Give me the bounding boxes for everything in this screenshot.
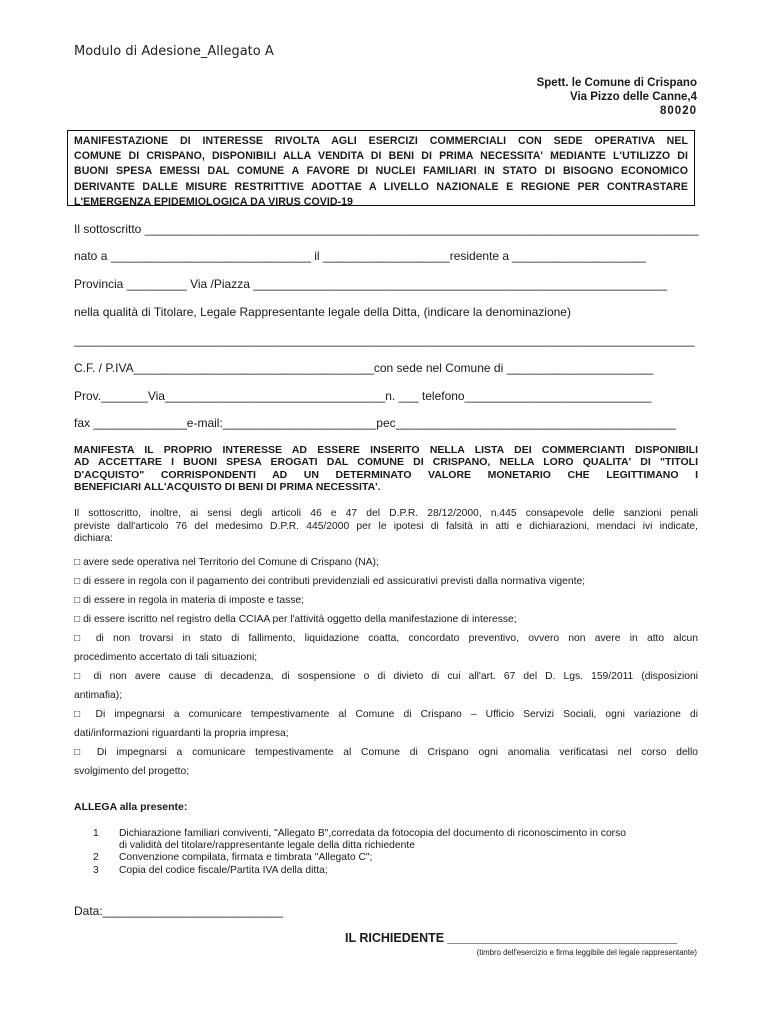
prov-via-field[interactable]: Prov._______Via_________________________________n. ___ telefono____________________________ [74, 389, 652, 403]
list-text: Copia del codice fiscale/Partita IVA della ditta; [119, 864, 328, 876]
declaration-sede[interactable]: □ avere sede operativa nel Territorio del Comune di Crispano (NA); [74, 557, 379, 568]
title-line: L'EMERGENZA EPIDEMIOLOGICA DA VIRUS COVID-19 [74, 195, 354, 208]
signature-field[interactable]: IL RICHIEDENTE _________________________________ [345, 931, 677, 945]
list-item [93, 828, 698, 852]
title-line: MANIFESTAZIONE DI INTERESSE RIVOLTA AGLI ESERCIZI COMMERCIALI CON SEDE OPERATIVA NEL [74, 135, 688, 147]
cf-piva-field[interactable]: C.F. / P.IVA____________________________________con sede nel Comune di ______________________ [74, 361, 654, 375]
declaration-cciaa[interactable]: □ di essere iscritto nel registro della CCIAA per l'attività oggetto della manifestazione di interesse; [74, 614, 517, 625]
declaration-contributi[interactable]: □ di essere in regola con il pagamento dei contributi previdenziali ed assicurativi previsti dalla normativa vigente; [74, 576, 586, 587]
manifesta-line: AD ACCETTARE I BUONI SPESA EROGATI DAL COMUNE DI CRISPANO, NELLA LORO QUALITA' DI "TITOLI [74, 456, 698, 469]
list-text: di validità del titolare/rappresentante legale della ditta richiedente [119, 840, 415, 852]
manifesta-line: MANIFESTA IL PROPRIO INTERESSE AD ESSERE INSERITO NELLA LISTA DEI COMMERCIANTI DISPONIBILI [74, 444, 698, 456]
dichiara-line: dichiara: [74, 533, 113, 545]
declaration-fallimento[interactable]: □ di non trovarsi in stato di fallimento, liquidazione coatta, concordato preventivo, ovvero non avere in atto alcun [74, 633, 698, 644]
sottoscritto-field[interactable]: Il sottoscritto ___________________________________________________________________________________ [74, 222, 699, 236]
manifesta-paragraph [74, 444, 698, 494]
list-text: Convenzione compilata, firmata e timbrata "Allegato C"; [119, 852, 373, 864]
allega-title: ALLEGA alla presente: [74, 801, 188, 813]
declaration-fallimento-cont: procedimento accertato di tali situazioni; [74, 652, 258, 663]
manifesta-line: BENEFICIARI ALL'ACQUISTO DI BENI DI PRIMA NECESSITA'. [74, 481, 381, 494]
provincia-field[interactable]: Provincia _________ Via /Piazza ______________________________________________________________ [74, 277, 668, 291]
form-title: Modulo di Adesione_Allegato A [74, 44, 274, 59]
date-field[interactable]: Data:___________________________ [74, 904, 283, 918]
title-box [67, 130, 695, 206]
list-number: 3 [93, 864, 99, 876]
dichiara-line: Il sottoscritto, inoltre, ai sensi degli articoli 46 e 47 del D.P.R. 28/12/2000, n.445 consapevole delle sanzioni penali [74, 508, 698, 519]
title-line: BUONI SPESA EMESSI DAL COMUNE A FAVORE DI NUCLEI FAMILIARI IN STATO DI BISOGNO ECONOMICO [74, 165, 688, 178]
list-number: 2 [93, 852, 99, 864]
declaration-anomalie[interactable]: □ Di impegnarsi a comunicare tempestivamente al Comune di Crispano ogni anomalia verificatasi nel corso dello [74, 747, 698, 758]
list-item [93, 852, 698, 864]
declaration-variazioni-cont: dati/informazioni riguardanti la propria impresa; [74, 728, 289, 739]
title-line: DERIVANTE DALLE MISURE RESTRITTIVE ADOTTAE A LIVELLO NAZIONALE E REGIONE PER CONTRASTARE [74, 180, 688, 193]
list-number: 1 [93, 828, 99, 839]
allega-list [93, 828, 698, 877]
list-item [93, 865, 698, 877]
title-line: COMUNE DI CRISPANO, DISPONIBILI ALLA VENDITA DI BENI DI PRIMA NECESSITA' MEDIANTE L'UTILIZZO DI [74, 150, 688, 163]
declaration-imposte[interactable]: □ di essere in regola in materia di imposte e tasse; [74, 595, 305, 606]
manifesta-line: D'ACQUISTO" CORRISPONDENTI AD UN DETERMINATO VALORE MONETARIO CHE LEGITTIMANO I [74, 468, 698, 481]
dichiara-intro [74, 508, 698, 546]
signature-note: (timbro dell'esercizio e firma leggibile del legale rappresentante) [476, 948, 697, 957]
recipient-line-3: 80020 [660, 105, 697, 117]
fax-email-pec-field[interactable]: fax ______________e-mail:_______________________pec__________________________________________ [74, 416, 676, 430]
dichiara-line: previste dall'articolo 76 del medesimo D.P.R. 445/2000 per le ipotesi di falsità in atti e dichiarazioni, mendaci ivi indicate, [74, 520, 698, 532]
declaration-antimafia[interactable]: □ di non avere cause di decadenza, di sospensione o di divieto di cui all'art. 67 del D. Lgs. 159/2011 (disposizioni [74, 671, 698, 682]
recipient-line-2: Via Pizzo delle Canne,4 [570, 91, 697, 103]
declaration-variazioni[interactable]: □ Di impegnarsi a comunicare tempestivamente al Comune di Crispano – Ufficio Servizi Sociali, ogni variazione di [74, 709, 698, 720]
recipient-line-1: Spett. le Comune di Crispano [536, 77, 697, 89]
declaration-anomalie-cont: svolgimento del progetto; [74, 766, 190, 777]
list-text: Dichiarazione familiari conviventi, "Allegato B",corredata da fotocopia del documento di riconoscimento in corso [119, 828, 626, 839]
declaration-antimafia-cont: antimafia); [74, 690, 123, 701]
qualita-label: nella qualità di Titolare, Legale Rappresentante legale della Ditta, (indicare la denominazione) [74, 305, 571, 319]
declarations-list [74, 557, 698, 785]
denominazione-field[interactable]: _____________________________________________________________________________________________ [74, 333, 695, 347]
nato-field[interactable]: nato a ______________________________ il ___________________residente a ____________________ [74, 249, 646, 263]
